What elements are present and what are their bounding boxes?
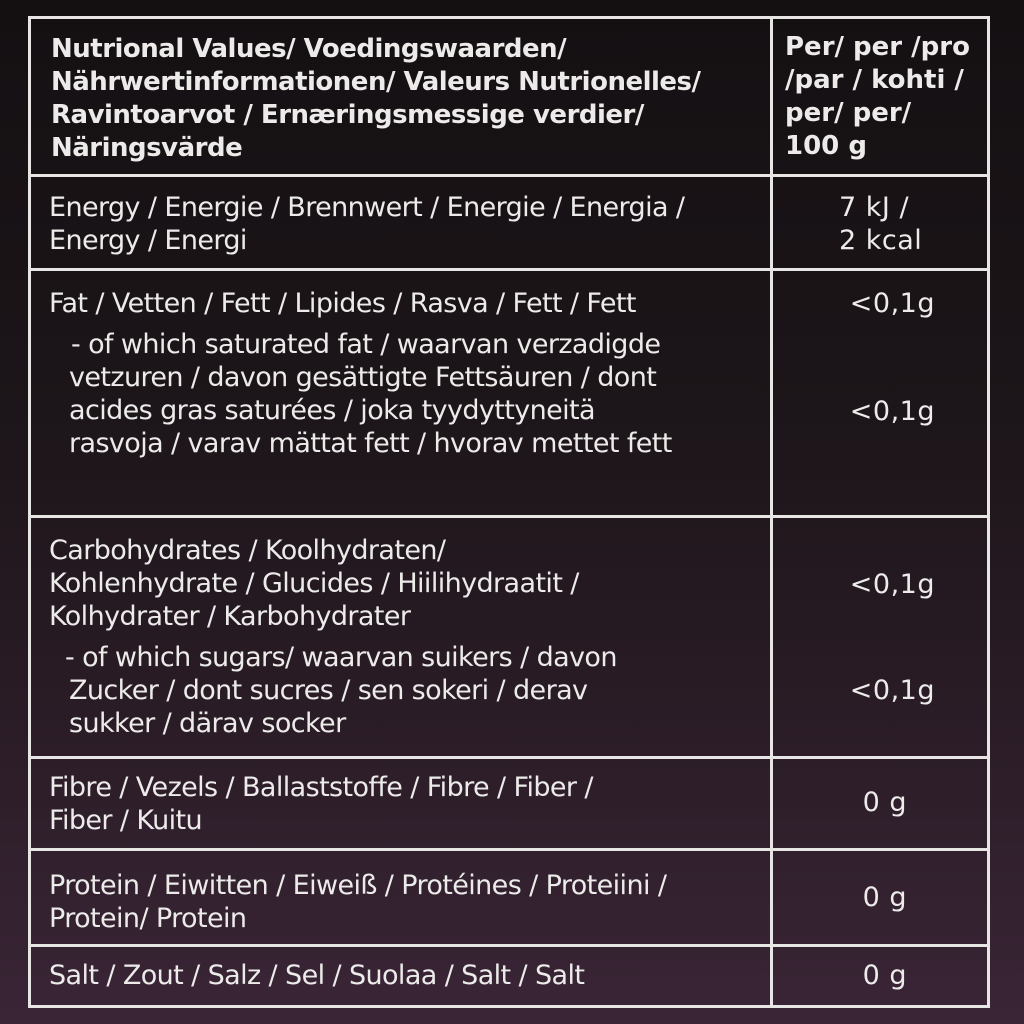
fibre-label-cell bbox=[31, 759, 773, 848]
per-line: /par / kohti / bbox=[785, 65, 964, 95]
salt-value-cell bbox=[773, 947, 987, 1005]
protein-label-line: Protein / Eiwitten / Eiweiß / Protéines / Proteiini / bbox=[49, 870, 667, 901]
salt-row bbox=[31, 947, 987, 1005]
fibre-label-line: Fibre / Vezels / Ballaststoffe / Fibre / Fiber / bbox=[49, 772, 593, 803]
per-line: 100 g bbox=[785, 131, 867, 161]
saturated-fat-label-line: vetzuren / davon gesättigte Fettsäuren / dont bbox=[69, 362, 657, 393]
sugars-value: <0,1g bbox=[849, 675, 935, 706]
fibre-row bbox=[31, 759, 987, 851]
energy-kj-value: 7 kJ / bbox=[839, 192, 910, 223]
protein-row bbox=[31, 851, 987, 947]
saturated-fat-label-line: acides gras saturées / joka tyydyttyneitä bbox=[69, 395, 595, 426]
per-100g-label bbox=[773, 19, 987, 163]
fat-value: <0,1g bbox=[849, 288, 935, 319]
sugars-label-line: - of which sugars/ waarvan suikers / davon bbox=[65, 642, 617, 673]
carbohydrates-value-cell bbox=[773, 518, 987, 756]
fibre-value: 0 g bbox=[862, 787, 907, 818]
energy-label-cell bbox=[31, 177, 773, 268]
fat-label: Fat / Vetten / Fett / Lipides / Rasva / Fett / Fett bbox=[49, 288, 636, 319]
sugars-label-line: Zucker / dont sucres / sen sokeri / derav bbox=[69, 675, 588, 706]
protein-label-cell bbox=[31, 851, 773, 944]
header-label-line: Nährwertinformationen/ Valeurs Nutrionelles/ bbox=[51, 67, 701, 97]
protein-label-line: Protein/ Protein bbox=[49, 903, 247, 934]
fat-value-cell bbox=[773, 271, 987, 515]
salt-label-cell bbox=[31, 947, 773, 1005]
fat-row bbox=[31, 271, 987, 518]
nutrition-table bbox=[28, 16, 990, 1008]
fibre-label-line: Fiber / Kuitu bbox=[49, 805, 203, 836]
saturated-fat-value: <0,1g bbox=[849, 396, 935, 427]
carbohydrates-label-line: Kolhydrater / Karbohydrater bbox=[49, 601, 411, 632]
fat-label-cell bbox=[31, 271, 773, 515]
header-label-line: Nutrional Values/ Voedingswaarden/ bbox=[51, 34, 567, 64]
protein-value: 0 g bbox=[862, 882, 907, 913]
salt-label: Salt / Zout / Salz / Sel / Suolaa / Salt / Salt bbox=[49, 960, 585, 991]
header-label-line: Ravintoarvot / Ernæringsmessige verdier/ bbox=[51, 100, 644, 130]
protein-value-cell bbox=[773, 851, 987, 944]
energy-value-cell bbox=[773, 177, 987, 268]
carbohydrates-label-line: Carbohydrates / Koolhydraten/ bbox=[49, 535, 446, 566]
header-label-line: Näringsvärde bbox=[51, 133, 243, 163]
header-label-cell bbox=[31, 19, 773, 174]
carbohydrates-row bbox=[31, 518, 987, 759]
per-line: Per/ per /pro bbox=[785, 32, 970, 62]
salt-value: 0 g bbox=[862, 960, 907, 991]
saturated-fat-label-line: rasvoja / varav mättat fett / hvorav mettet fett bbox=[69, 428, 672, 459]
energy-row bbox=[31, 177, 987, 271]
energy-label-line: Energy / Energie / Brennwert / Energie / Energia / bbox=[49, 192, 685, 223]
carbohydrates-label-cell bbox=[31, 518, 773, 756]
carbohydrates-label-line: Kohlenhydrate / Glucides / Hiilihydraatit / bbox=[49, 568, 579, 599]
carbohydrates-value: <0,1g bbox=[849, 569, 935, 600]
header-per-cell bbox=[773, 19, 987, 174]
per-line: per/ per/ bbox=[785, 98, 912, 128]
sugars-label-line: sukker / därav socker bbox=[69, 708, 346, 739]
table-header-row bbox=[31, 19, 987, 177]
energy-label-line: Energy / Energi bbox=[49, 225, 247, 256]
fibre-value-cell bbox=[773, 759, 987, 848]
energy-kcal-value: 2 kcal bbox=[839, 225, 923, 256]
saturated-fat-label-line: - of which saturated fat / waarvan verzadigde bbox=[71, 329, 661, 360]
